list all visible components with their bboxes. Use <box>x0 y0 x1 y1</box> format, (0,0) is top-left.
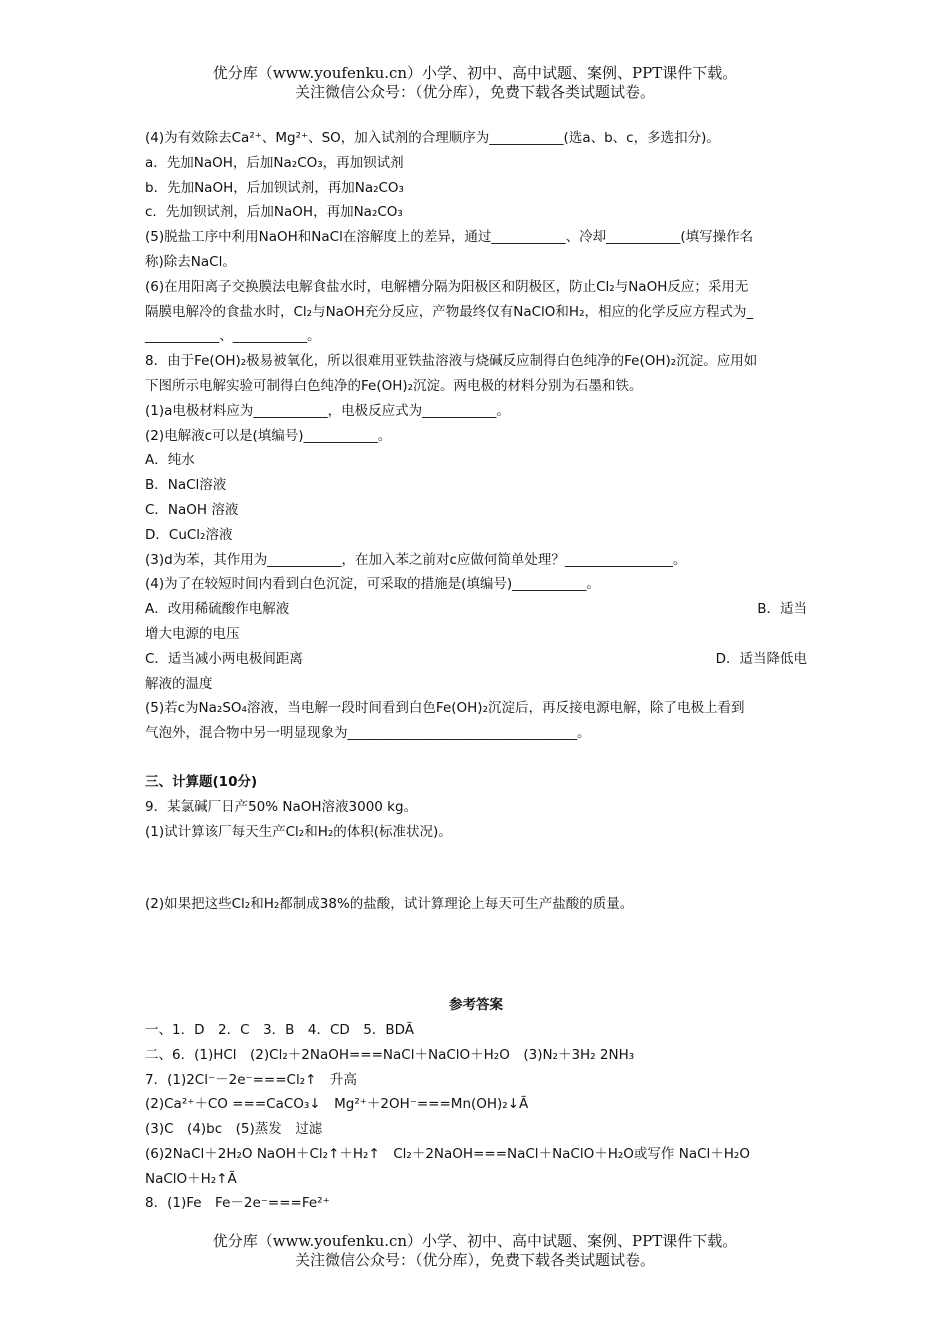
q8-part4-option-d-start: D．适当降低电 <box>715 650 807 667</box>
q7-option-a: a．先加NaOH，后加Na₂CO₃，再加钡试剂 <box>145 154 404 171</box>
q7-part6-line1: (6)在用阳离子交换膜法电解食盐水时，电解槽分隔为阳极区和阴极区，防止Cl₂与NaOH反应；采用无 <box>145 278 749 295</box>
page-footer <box>0 1232 950 1270</box>
footer-line-1: 优分库（www.youfenku.cn）小学、初中、高中试题、案例、PPT课件下载。 <box>212 1232 738 1250</box>
q7-part5-line1: (5)脱盐工序中利用NaOH和NaCl在溶解度上的差异，通过___________、冷却___________(填写操作名 <box>145 229 754 246</box>
q8-part4-option-a: A．改用稀硫酸作电解液 <box>145 601 290 618</box>
q7-option-c: c．先加钡试剂，后加NaOH，再加Na₂CO₃ <box>145 204 403 221</box>
q8-part4-row-ab <box>145 597 807 622</box>
q8-part3: (3)d为苯，其作用为___________，在加入苯之前对c应做何简单处理？________________。 <box>145 551 687 568</box>
q8-part2-option-a: A．纯水 <box>145 452 195 469</box>
q8-part2-option-c: C．NaOH 溶液 <box>145 501 239 518</box>
section3-title: 三、计算题(10分) <box>145 773 258 790</box>
header-line-1: 优分库（www.youfenku.cn）小学、初中、高中试题、案例、PPT课件下载。 <box>212 64 738 82</box>
footer-line-2: 关注微信公众号：（优分库），免费下载各类试题试卷。 <box>294 1251 655 1269</box>
q8-part4-option-b-cont: 增大电源的电压 <box>145 625 240 642</box>
answers-title: 参考答案 <box>449 997 503 1014</box>
q8-stem-line1: 8．由于Fe(OH)₂极易被氧化，所以很难用亚铁盐溶液与烧碱反应制得白色纯净的Fe(OH)₂沉淀。应用如 <box>145 353 758 370</box>
q8-part2: (2)电解液c可以是(填编号)___________。 <box>145 427 392 444</box>
q8-part4: (4)为了在较短时间内看到白色沉淀，可采取的措施是(填编号)___________。 <box>145 576 600 593</box>
q8-part5-line1: (5)若c为Na₂SO₄溶液，当电解一段时间看到白色Fe(OH)₂沉淀后，再反接电源电解，除了电极上看到 <box>145 700 745 717</box>
answers-line-3: 7．(1)2Cl⁻－2e⁻===Cl₂↑ 升高 <box>145 1071 357 1088</box>
answers-line-7: NaClO＋H₂↑Ã <box>145 1170 237 1187</box>
q7-part5-line2: 称)除去NaCl。 <box>145 253 236 270</box>
answers-line-4: (2)Ca²⁺＋CO ===CaCO₃↓ Mg²⁺＋2OH⁻===Mn(OH)₂↓Ã <box>145 1096 529 1113</box>
q8-part2-option-d: D．CuCl₂溶液 <box>145 526 233 543</box>
answers-line-1: 一、1．D 2．C 3．B 4．CD 5．BDÃ <box>145 1021 415 1038</box>
q8-part4-row-cd <box>145 647 807 672</box>
q7-option-b: b．先加NaOH，后加钡试剂，再加Na₂CO₃ <box>145 179 404 196</box>
answers-line-8: 8．(1)Fe Fe－2e⁻===Fe²⁺ <box>145 1195 330 1212</box>
answers-line-6: (6)2NaCl＋2H₂O NaOH＋Cl₂↑＋H₂↑ Cl₂＋2NaOH===NaCl＋NaClO＋H₂O或写作 NaCl＋H₂O <box>145 1145 750 1162</box>
q7-part6-line3: ___________、___________。 <box>145 328 321 345</box>
q8-part4-option-c: C．适当减小两电极间距离 <box>145 650 303 667</box>
q9-part1: (1)试计算该厂每天生产Cl₂和H₂的体积(标准状况)。 <box>145 823 452 840</box>
q8-part4-option-d-cont: 解液的温度 <box>145 675 213 692</box>
q7-part6-line2: 隔膜电解冷的食盐水时，Cl₂与NaOH充分反应，产物最终仅有NaClO和H₂，相应的化学反应方程式为_ <box>145 303 754 320</box>
q7-part4: (4)为有效除去Ca²⁺、Mg²⁺、SO，加入试剂的合理顺序为___________(选a、b、c，多选扣分)。 <box>145 130 720 146</box>
q8-stem-line2: 下图所示电解实验可制得白色纯净的Fe(OH)₂沉淀。两电极的材料分别为石墨和铁。 <box>145 377 643 394</box>
q8-part4-option-b-start: B．适当 <box>757 601 807 618</box>
q8-part2-option-b: B．NaCl溶液 <box>145 477 227 494</box>
q9-part2: (2)如果把这些Cl₂和H₂都制成38%的盐酸，试计算理论上每天可生产盐酸的质量。 <box>145 896 634 913</box>
header-line-2: 关注微信公众号：（优分库），免费下载各类试题试卷。 <box>294 83 655 101</box>
document-body <box>145 126 807 1216</box>
answers-line-2: 二、6．(1)HCl (2)Cl₂＋2NaOH===NaCl＋NaClO＋H₂O (3)N₂＋3H₂ 2NH₃ <box>145 1046 635 1063</box>
answers-line-5: (3)C (4)bc (5)蒸发 过滤 <box>145 1121 323 1138</box>
page-header <box>0 64 950 102</box>
q8-part1: (1)a电极材料应为___________，电极反应式为___________。 <box>145 402 510 419</box>
q8-part5-line2: 气泡外，混合物中另一明显现象为__________________________________。 <box>145 725 591 742</box>
q9-stem: 9．某氯碱厂日产50% NaOH溶液3000 kg。 <box>145 798 418 815</box>
